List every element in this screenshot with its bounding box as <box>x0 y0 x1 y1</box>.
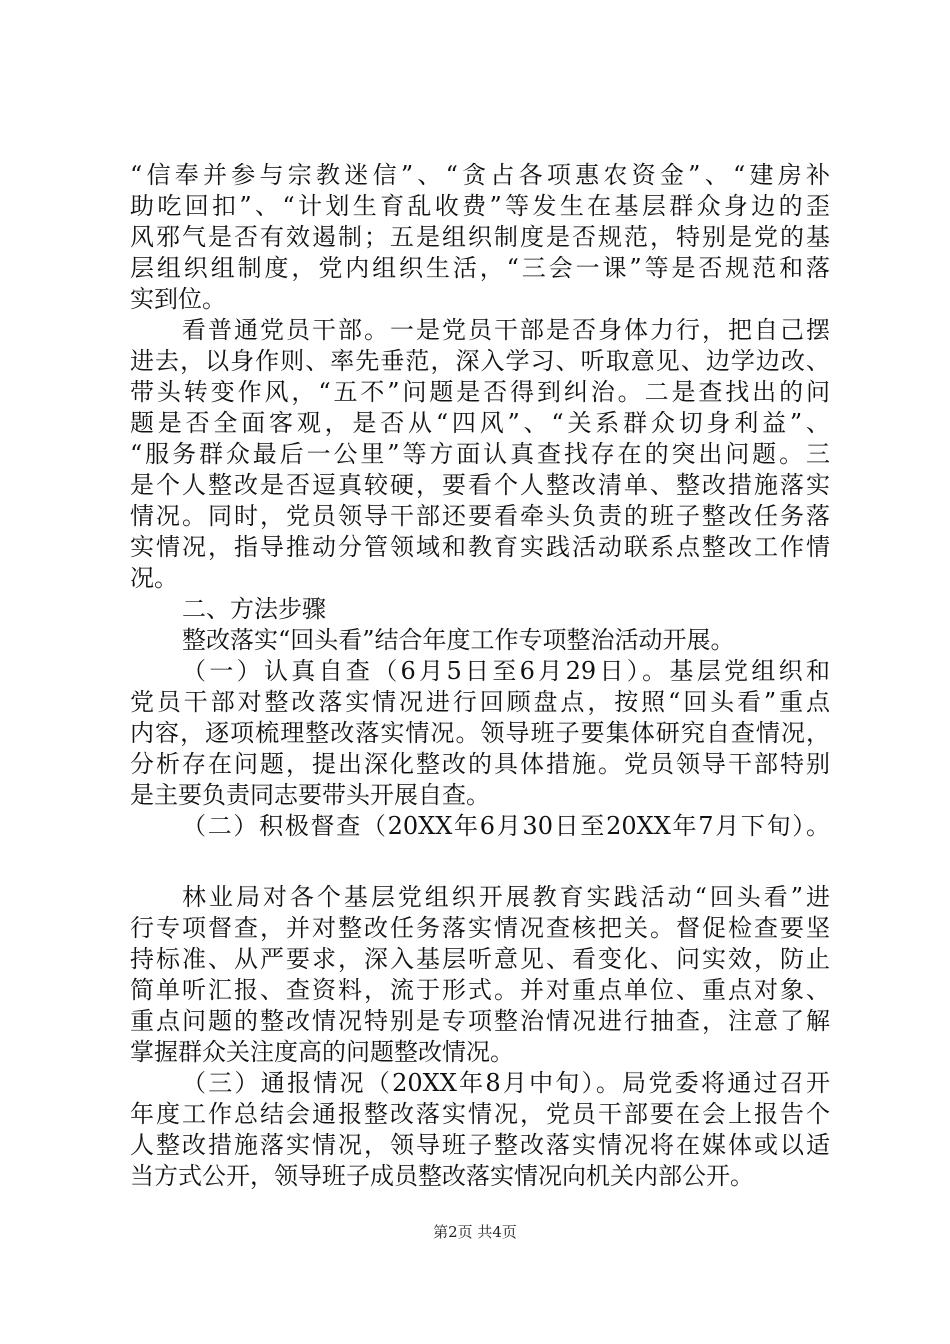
paragraph-line: 掌握群众关注度高的问题整改情况。 <box>130 1038 514 1066</box>
paragraph-line: 是个人整改是否逗真较硬，要看个人整改清单、整改措施落实 <box>130 471 830 499</box>
paragraph-line: （二）积极督查（20XX年6月30日至20XX年7月下旬）。 <box>182 812 830 840</box>
paragraph-line: 行专项督查，并对整改任务落实情况查核把关。督促检查要坚 <box>130 914 830 942</box>
paragraph-line: 情况。同时，党员领导干部还要看牵头负责的班子整改任务落 <box>130 502 830 530</box>
paragraph-line: （一）认真自查（6月5日至6月29日）。基层党组织和 <box>182 657 830 685</box>
section-heading: 二、方法步骤 <box>182 595 326 623</box>
paragraph-line: 党员干部对整改落实情况进行回顾盘点，按照“回头看”重点 <box>130 688 830 716</box>
paragraph-line: 整改落实“回头看”结合年度工作专项整治活动开展。 <box>182 626 735 654</box>
paragraph-line: 况。 <box>130 564 178 592</box>
paragraph-line: 简单听汇报、查资料，流于形式。并对重点单位、重点对象、 <box>130 976 830 1004</box>
paragraph-line: 人整改措施落实情况，领导班子整改落实情况将在媒体或以适 <box>130 1131 830 1159</box>
paragraph-line: 进去，以身作则、率先垂范，深入学习、听取意见、边学边改、 <box>130 347 830 375</box>
paragraph-line: 内容，逐项梳理整改落实情况。领导班子要集体研究自查情况， <box>130 719 830 747</box>
paragraph-line: 层组织组制度，党内组织生活，“三会一课”等是否规范和落 <box>130 254 830 282</box>
paragraph-line: 重点问题的整改情况特别是专项整治情况进行抽查，注意了解 <box>130 1007 830 1035</box>
paragraph-line: “信奉并参与宗教迷信”、“贪占各项惠农资金”、“建房补 <box>130 161 830 189</box>
paragraph-line: 风邪气是否有效遏制；五是组织制度是否规范，特别是党的基 <box>130 223 830 251</box>
paragraph-line: 实情况，指导推动分管领域和教育实践活动联系点整改工作情 <box>130 533 830 561</box>
paragraph-line: 当方式公开，领导班子成员整改落实情况向机关内部公开。 <box>130 1162 754 1190</box>
paragraph-line: 看普通党员干部。一是党员干部是否身体力行，把自己摆 <box>182 316 830 344</box>
paragraph-line: 题是否全面客观，是否从“四风”、“关系群众切身利益”、 <box>130 409 830 437</box>
page-number: 第2页 共4页 <box>433 1223 517 1241</box>
paragraph-line: 林业局对各个基层党组织开展教育实践活动“回头看”进 <box>182 883 830 911</box>
paragraph-line: 持标准、从严要求，深入基层听意见、看变化、问实效，防止 <box>130 945 830 973</box>
paragraph-line: 带头转变作风，“五不”问题是否得到纠治。二是查找出的问 <box>130 378 830 406</box>
paragraph-line: 分析存在问题，提出深化整改的具体措施。党员领导干部特别 <box>130 750 830 778</box>
paragraph-line: 年度工作总结会通报整改落实情况，党员干部要在会上报告个 <box>130 1100 830 1128</box>
paragraph-line: 是主要负责同志要带头开展自查。 <box>130 781 490 809</box>
paragraph-line: （三）通报情况（20XX年8月中旬）。局党委将通过召开 <box>182 1069 830 1097</box>
paragraph-line: “服务群众最后一公里”等方面认真查找存在的突出问题。三 <box>130 440 830 468</box>
paragraph-line: 实到位。 <box>130 285 226 313</box>
paragraph-line: 助吃回扣”、“计划生育乱收费”等发生在基层群众身边的歪 <box>130 192 830 220</box>
